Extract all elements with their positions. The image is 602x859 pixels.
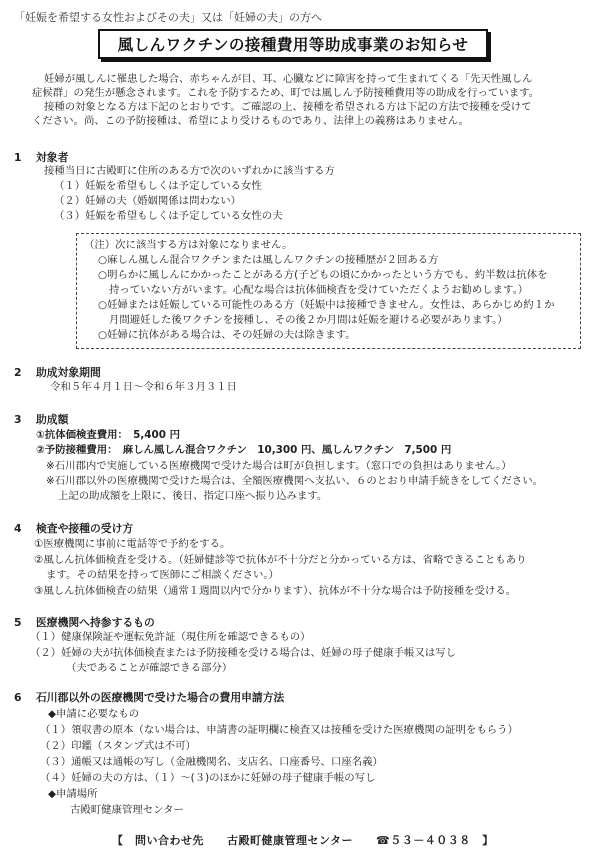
application-need: （３）通帳又は通帳の写し（金融機関名、支店名、口座番号、口座名義） (40, 756, 383, 768)
section-number: 6 (14, 691, 22, 704)
section-3-heading (14, 412, 68, 427)
section-title: 検査や接種の受け方 (36, 522, 134, 535)
required-item: （２）妊婦の夫が抗体価検査または予防接種を受ける場合は、妊婦の母子健康手帳又は写し (30, 647, 457, 659)
subsidy-period: 令和５年４月１日～令和６年３月３１日 (50, 381, 238, 393)
procedure-step: ①医療機関に事前に電話等で予約をする。 (34, 538, 231, 550)
exclusion-note: 月間避妊した後ワクチンを接種し、その後２か月間は妊娠を避ける必要があります。） (109, 314, 508, 326)
application-need: （１）領収書の原本（ない場合は、申請書の証明欄に検査又は接種を受けた医療機関の証明をもらう） (40, 724, 518, 736)
intro-line: 妊婦が風しんに罹患した場合、赤ちゃんが目、耳、心臓などに障害を持って生まれてくる「先天性風しん (44, 73, 533, 85)
eligibility-item: （３）妊娠を希望もしくは予定している女性の夫 (54, 210, 283, 222)
required-item: （夫であることが確認できる部分） (66, 662, 233, 674)
target-audience: 「妊娠を希望する女性およびその夫」又は「妊婦の夫」の方へ (14, 11, 322, 24)
section-number: 4 (14, 522, 22, 535)
exclusion-note: 持っていない方がいます。心配な場合は抗体価検査を受けていただくようお勧めします。） (109, 284, 529, 296)
fee-note: 上記の助成額を上限に、後日、指定口座へ振り込みます。 (58, 490, 328, 502)
section-number: 1 (14, 151, 22, 164)
page-title: 風しんワクチンの接種費用等助成事業のお知らせ (98, 29, 488, 59)
section-title: 対象者 (36, 151, 69, 164)
exclusion-note: ○明らかに風しんにかかったことがある方(子どもの頃にかかったという方でも、約半数は抗体を (98, 269, 548, 281)
contact-footer: 【 問い合わせ先 古殿町健康管理センター ☎５３－４０３８ 】 (112, 834, 494, 847)
section-number: 2 (14, 366, 22, 379)
section-2-heading (14, 365, 101, 380)
section-1-heading (14, 150, 68, 165)
procedure-step: ③風しん抗体価検査の結果（通常１週間以内で分かります）、抗体が不十分な場合は予防接種を受ける。 (34, 585, 517, 597)
vaccination-fee: ②予防接種費用： 麻しん風しん混合ワクチン 10,300 円、風しんワクチン 7,500 円 (36, 444, 452, 456)
section-4-heading (14, 521, 133, 536)
section-5-heading (14, 615, 155, 630)
section-number: 5 (14, 616, 22, 629)
exclusion-note: ○妊婦に抗体がある場合は、その妊婦の夫は除きます。 (98, 329, 356, 341)
intro-line: ください。尚、この予防接種は、希望により受けるものであり、法律上の義務はありません。 (32, 115, 470, 127)
section-title: 医療機関へ持参するもの (36, 616, 155, 629)
procedure-step: ②風しん抗体価検査を受ける。（妊婦健診等で抗体が不十分だと分かっている方は、省略できることもあり (34, 554, 527, 566)
exclusion-note-title: （注）次に該当する方は対象になりません。 (84, 239, 293, 251)
section-title: 助成対象期間 (36, 366, 101, 379)
section-number: 3 (14, 413, 22, 426)
exclusion-note: ○妊婦または妊娠している可能性のある方（妊娠中は接種できません。女性は、あらかじめ約１か (98, 299, 555, 311)
eligibility-item: （２）妊婦の夫（婚姻関係は問わない） (54, 195, 242, 207)
intro-line: 症候群」の発生が懸念されます。これを予防するため、町では風しん予防接種費用等の助成を行っています。 (32, 87, 540, 99)
eligibility-item: （１）妊娠を希望もしくは予定している女性 (54, 180, 262, 192)
required-item: （１）健康保険証や運転免許証（現住所を確認できるもの） (30, 631, 311, 643)
exclusion-note: ○麻しん風しん混合ワクチンまたは風しんワクチンの接種歴が２回ある方 (98, 254, 439, 266)
application-need: （２）印鑑（スタンプ式は不可） (40, 740, 196, 752)
application-needs-label: ◆申請に必要なもの (48, 708, 140, 720)
eligibility-lead: 接種当日に古殿町に住所のある方で次のいずれかに該当する方 (44, 165, 335, 177)
section-title: 助成額 (36, 413, 69, 426)
application-place: 古殿町健康管理センター (70, 804, 184, 816)
intro-line: 接種の対象となる方は下記のとおりです。ご確認の上、接種を希望される方は下記の方法で接種を受けて (44, 101, 532, 113)
section-title: 石川郡以外の医療機関で受けた場合の費用申請方法 (36, 691, 285, 704)
section-6-heading (14, 690, 284, 705)
fee-note: ※石川郡内で実施している医療機関で受けた場合は町が負担します。（窓口での負担はありません。） (46, 460, 512, 472)
application-need: （４）妊婦の夫の方は、（１）～(３)のほかに妊婦の母子健康手帳の写し (40, 772, 376, 784)
antibody-test-fee: ①抗体価検査費用： 5,400 円 (36, 429, 180, 441)
procedure-step: ます。その結果を持って医師にご相談ください。） (46, 569, 279, 581)
application-place-label: ◆申請場所 (48, 788, 98, 800)
fee-note: ※石川郡以外の医療機関で受けた場合は、全額医療機関へ支払い、６のとおり申請手続きをしてください。 (46, 475, 544, 487)
